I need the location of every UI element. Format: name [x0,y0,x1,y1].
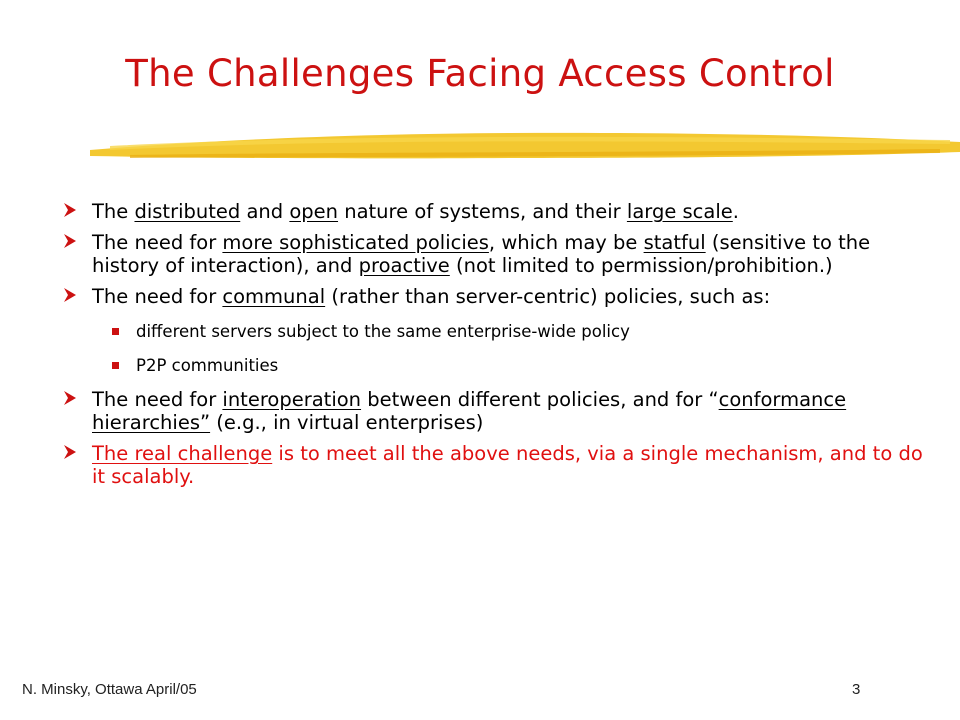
page-number: 3 [852,681,861,698]
square-bullet-icon [112,362,119,369]
arrow-bullet-icon [62,388,84,411]
bullet-sophisticated-policies: The need for more sophisticated policies, which may be statful (sensitive to the history of interaction), and proactive (not limited to permission/prohibition.) [62,231,932,277]
subitem-p2p: P2P communities [62,356,932,376]
bullet-interoperation: The need for interoperation between different policies, and for “conformance hierarchies” (e.g., in virtual enterprises) [62,388,932,434]
arrow-bullet-icon [62,285,84,308]
bullet-real-challenge: The real challenge is to meet all the above needs, via a single mechanism, and to do it scalably. [62,442,932,488]
arrow-bullet-icon [62,442,84,465]
subitem-enterprise-policy: different servers subject to the same enterprise-wide policy [62,322,932,342]
slide-title: The Challenges Facing Access Control [125,52,835,95]
footer-author: N. Minsky, Ottawa April/05 [22,681,197,698]
square-bullet-icon [112,328,119,335]
slide-content [62,200,932,496]
arrow-bullet-icon [62,200,84,223]
arrow-bullet-icon [62,231,84,254]
bullet-distributed: The distributed and open nature of systems, and their large scale. [62,200,932,223]
bullet-communal: The need for communal (rather than server-centric) policies, such as: [62,285,932,308]
yellow-brush-stroke [90,122,960,168]
